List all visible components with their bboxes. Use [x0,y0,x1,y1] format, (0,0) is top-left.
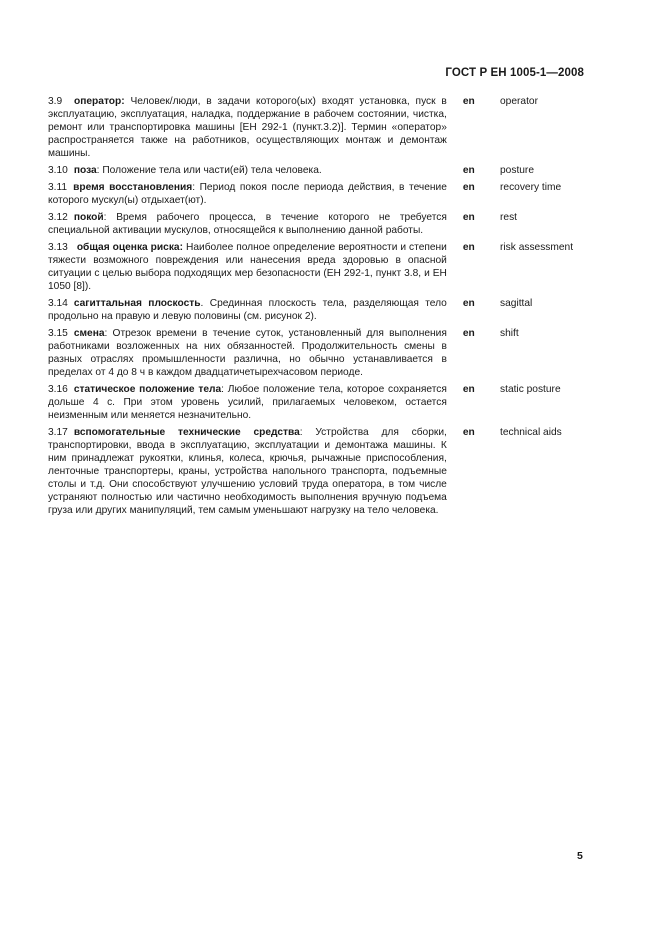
term-entry-3-16 [48,383,588,422]
term-number: 3.9 [48,96,63,107]
term-title: смена [73,328,105,339]
term-definition-block [48,383,447,422]
english-equivalent: shift [500,328,519,339]
term-number: 3.17 [48,427,68,438]
english-equivalent: recovery time [500,182,562,193]
term-entry-3-12 [48,211,588,237]
term-definition-block [48,297,447,323]
term-definition: Человек/люди, в задачи которого(ых) входят установка, пуск в эксплуатацию, эксплуатация, наладка, поддержание в рабочем состоянии, чистка, ремонт или транспортировка машины [ЕН 292-1 (пункт.3.2)]. Термин «оператор» распространяется также на работников, осуществляющих монтаж и демонтаж машины. [48,96,447,159]
language-code: en [462,182,475,193]
term-definition: : Положение тела или части(ей) тела человека. [96,165,322,176]
terms-list [48,95,588,521]
term-definition: : Период покоя после периода действия, в течение которого мускул(ы) отдыхает(ют). [48,182,447,206]
term-title: время восстановления [73,182,193,193]
language-code: en [462,96,475,107]
term-number: 3.13 [48,242,68,253]
term-entry-3-13 [48,241,588,293]
page-number: 5 [577,850,583,862]
term-title: поза [73,165,97,176]
term-definition-block [48,181,447,207]
term-title: сагиттальная плоскость [73,298,201,309]
term-definition-block [48,211,447,237]
term-number: 3.10 [48,165,68,176]
term-entry-3-15 [48,327,588,379]
term-definition-block [48,95,447,160]
term-definition-block [48,164,447,177]
language-code: en [462,165,475,176]
english-equivalent: static posture [500,384,561,395]
term-definition: Наиболее полное определение вероятности и степени тяжести возможного повреждения или нанесения вреда здоровью в опасной ситуации с целью выбора подходящих мер безопасности (ЕН 292-1, пункт 3.8, и ЕН 1050 [8]). [48,242,447,292]
term-title: вспомогательные технические средства [73,427,300,438]
language-code: en [462,384,475,395]
term-title: покой [73,212,104,223]
term-definition: : Любое положение тела, которое сохраняется дольше 4 с. При этом уровень усилий, прилагаемых человеком, остается неизменным или меняется незначительно. [48,384,447,421]
term-title: общая оценка риска: [76,242,183,253]
term-entry-3-14 [48,297,588,323]
english-equivalent: risk assessment [500,242,574,253]
language-code: en [462,212,475,223]
term-title: статическое положение тела [73,384,222,395]
term-number: 3.16 [48,384,68,395]
document-header: ГОСТ Р ЕН 1005-1—2008 [445,67,584,79]
term-definition: : Отрезок времени в течение суток, установленный для выполнения работниками возложенных на них обязанностей. Продолжительность смены в разных отраслях промышленности различна, но обычно устанавливается в пределах от 4 до 8 ч в каждом двадцатичетырехчасовом периоде. [48,328,447,378]
term-number: 3.15 [48,328,68,339]
english-equivalent: rest [500,212,517,223]
term-definition: : Устройства для сборки, транспортировки, ввода в эксплуатацию, эксплуатации и демонтажа машины. К ним принадлежат рукоятки, клинья, колеса, крючья, рычажные приспособления, ленточные транспортеры, краны, устройства напольного транспорта, подъемные столы и т.д. Они способствуют улучшению условий труда оператора, в том числе устраняют полностью или частично необходимость выполнения вручную подъема груза или других манипуляций, тем самым уменьшают нагрузку на тело человека. [48,427,447,516]
term-number: 3.14 [48,298,68,309]
language-code: en [462,242,475,253]
english-equivalent: operator [500,96,538,107]
term-number: 3.12 [48,212,68,223]
english-equivalent: sagittal [500,298,533,309]
language-code: en [462,298,475,309]
term-definition-block [48,327,447,379]
term-title: оператор: [74,96,125,107]
term-definition-block [48,426,447,517]
term-entry-3-11 [48,181,588,207]
term-entry-3-10 [48,164,588,177]
term-entry-3-17 [48,426,588,517]
term-entry-3-9 [48,95,588,160]
term-definition: . Срединная плоскость тела, разделяющая тело продольно на правую и левую половины (см. рисунок 2). [48,298,447,322]
english-equivalent: technical aids [500,427,562,438]
term-number: 3.11 [48,182,68,193]
term-definition: : Время рабочего процесса, в течение которого не требуется специальной активации мускулов, относящейся к выполнению данной работы. [48,212,447,236]
language-code: en [462,427,475,438]
language-code: en [462,328,475,339]
term-definition-block [48,241,447,293]
english-equivalent: posture [500,165,534,176]
